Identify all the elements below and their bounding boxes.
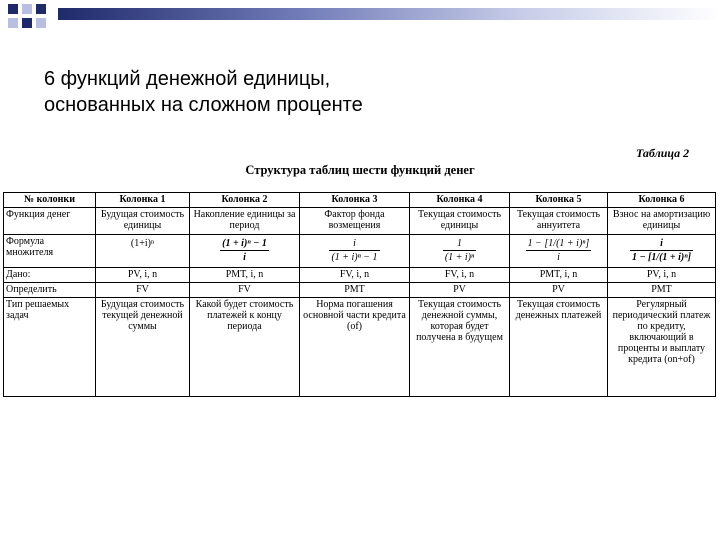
table-title: Структура таблиц шести функций денег [245, 163, 475, 177]
table-cell: FV [190, 283, 300, 298]
table-cell: Фактор фонда возмещения [300, 208, 410, 235]
column-header: Колонка 3 [300, 193, 410, 208]
formula-fraction [526, 238, 592, 263]
formula-numerator: i [630, 238, 693, 251]
column-header: Колонка 6 [608, 193, 716, 208]
column-header: Колонка 2 [190, 193, 300, 208]
table-header-row [4, 193, 716, 208]
formula-fraction [220, 238, 269, 263]
table-cell: FV, i, n [410, 268, 510, 283]
table-cell: Текущая стоимость единицы [410, 208, 510, 235]
decor-square [22, 4, 32, 14]
slide-title [44, 66, 644, 118]
formula-cell [300, 235, 410, 268]
formula-denominator: i [243, 252, 246, 263]
table-cell: Будущая стоимость единицы [96, 208, 190, 235]
formula-denominator: 1 − [1/(1 + i)ⁿ] [631, 252, 692, 263]
table-cell: PMT [300, 283, 410, 298]
money-functions-table [3, 192, 716, 397]
table-cell: PMT, i, n [510, 268, 608, 283]
row-label: Дано: [4, 268, 96, 283]
table-cell: PV, i, n [608, 268, 716, 283]
decor-square [22, 18, 32, 28]
row-label: Функция денег [4, 208, 96, 235]
formula-text: (1+i)ⁿ [130, 238, 155, 249]
column-header: Колонка 1 [96, 193, 190, 208]
table-cell: Взнос на амортизацию единицы [608, 208, 716, 235]
table-row [4, 208, 716, 235]
formula-cell [190, 235, 300, 268]
table-cell: Норма погашения основной части кредита (of) [300, 298, 410, 397]
header-decoration [0, 0, 720, 40]
table-cell: Будущая стоимость текущей денежной суммы [96, 298, 190, 397]
table-cell: FV [96, 283, 190, 298]
table-cell: FV, i, n [300, 268, 410, 283]
table-cell: Какой будет стоимость платежей к концу периода [190, 298, 300, 397]
slide-title-line: основанных на сложном проценте [44, 94, 363, 116]
row-label: Формула множителя [4, 235, 96, 268]
decor-gradient-bar [58, 8, 720, 20]
table-row [4, 298, 716, 397]
slide-title-line: 6 функций денежной единицы, [44, 68, 331, 90]
table-cell: PMT, i, n [190, 268, 300, 283]
formula-numerator: (1 + i)ⁿ − 1 [222, 238, 267, 249]
table-row [4, 268, 716, 283]
row-label: Определить [4, 283, 96, 298]
formula-cell [410, 235, 510, 268]
row-label: Тип решаемых задач [4, 298, 96, 397]
table-cell: PV [510, 283, 608, 298]
table-cell: Текущая стоимость аннуитета [510, 208, 608, 235]
formula-cell [96, 235, 190, 268]
column-header: № колонки [4, 193, 96, 208]
decor-square [36, 18, 46, 28]
column-header: Колонка 5 [510, 193, 608, 208]
formula-denominator: i [557, 252, 560, 263]
formula-cell [608, 235, 716, 268]
decor-square [8, 4, 18, 14]
decor-square [36, 4, 46, 14]
table-cell: PMT [608, 283, 716, 298]
table-caption: Таблица 2 [636, 146, 690, 160]
formula-denominator: (1 + i)ⁿ [444, 252, 475, 263]
formula-fraction [443, 238, 476, 263]
formula-denominator: (1 + i)ⁿ − 1 [331, 252, 378, 263]
formula-fraction [630, 238, 693, 263]
decor-square [8, 18, 18, 28]
table-cell: Текущая стоимость денежных платежей [510, 298, 608, 397]
formula-fraction [329, 238, 379, 263]
table-cell: Накопление единицы за период [190, 208, 300, 235]
formula-numerator: i [329, 238, 379, 251]
table-cell: Текущая стоимость денежной суммы, которая будет получена в будущем [410, 298, 510, 397]
table-cell: PV [410, 283, 510, 298]
table-cell: PV, i, n [96, 268, 190, 283]
formula-numerator: 1 [443, 238, 476, 251]
table-row [4, 235, 716, 268]
table-row [4, 283, 716, 298]
formula-cell [510, 235, 608, 268]
formula-numerator: 1 − [1/(1 + i)ⁿ] [527, 238, 590, 249]
column-header: Колонка 4 [410, 193, 510, 208]
table-cell: Регулярный периодический платеж по кредиту, включающий в проценты и выплату кредита (on+of) [608, 298, 716, 397]
